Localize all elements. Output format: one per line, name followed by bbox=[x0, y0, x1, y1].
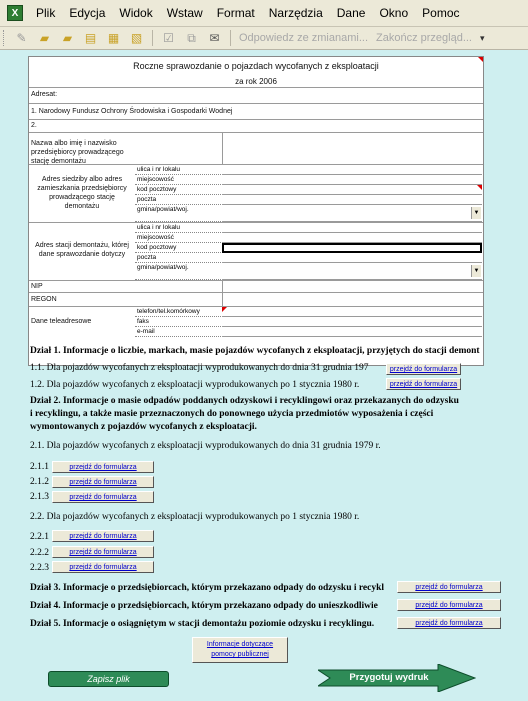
adresat-label: Adresat: bbox=[31, 91, 58, 98]
seat-postcode-input[interactable] bbox=[222, 185, 482, 195]
goto-form-button-3[interactable]: przejdź do formularza bbox=[397, 581, 501, 593]
station-postcode-input[interactable] bbox=[222, 243, 482, 253]
section-2-2-text: 2.2. Dla pojazdów wycofanych z eksploatacji wyprodukowanych po 1 stycznia 1980 r. bbox=[30, 512, 360, 522]
seat-city-label: miejscowość bbox=[135, 175, 221, 185]
form-year: za rok 2006 bbox=[235, 77, 277, 86]
seat-row bbox=[29, 165, 483, 223]
menu-pomoc[interactable]: Pomoc bbox=[422, 6, 460, 20]
toolbar-separator bbox=[230, 30, 231, 46]
menu-edycja[interactable]: Edycja bbox=[69, 6, 106, 20]
nip-label: NIP bbox=[31, 283, 43, 290]
email-input[interactable] bbox=[222, 327, 482, 337]
goto-form-button-2-2-3[interactable]: przejdź do formularza bbox=[52, 561, 154, 573]
name-input[interactable] bbox=[222, 133, 482, 164]
phone-label: telefon/tel.komórkowy bbox=[135, 307, 221, 317]
station-post-office-label: poczta bbox=[135, 253, 221, 263]
menu-plik[interactable]: Plik bbox=[36, 6, 56, 20]
fax-input[interactable] bbox=[222, 317, 482, 327]
goto-form-button-2-2-2[interactable]: przejdź do formularza bbox=[52, 546, 154, 558]
regon-row bbox=[29, 293, 483, 307]
nip-row bbox=[29, 281, 483, 293]
section-2-title-line2: i recyklingu, a także masie przeznaczonych do ponownego użycia przedmiotów wyposażenia i części bbox=[30, 409, 434, 419]
adresat-2: 2. bbox=[31, 122, 37, 129]
title-row bbox=[29, 57, 483, 88]
station-label: Adres stacji demontażu, której dane sprawozdanie dotyczy bbox=[35, 242, 129, 258]
info-button-line1: Informacje dotyczące bbox=[206, 641, 274, 648]
section-2-2-3-label: 2.2.3 bbox=[30, 563, 49, 573]
section-2-title-line3: wymontowanych z pojazdów wycofanych z eksploatacji. bbox=[30, 422, 257, 432]
goto-form-button-2-1-2[interactable]: przejdź do formularza bbox=[52, 476, 154, 488]
toolbar-separator bbox=[152, 30, 153, 46]
regon-input[interactable] bbox=[222, 293, 482, 306]
station-city-label: miejscowość bbox=[135, 233, 221, 243]
edit-comment-icon[interactable]: ▤ bbox=[84, 31, 97, 45]
section-4-text: Dział 4. Informacje o przedsiębiorcach, którym przekazano odpady do unieszkodliwie bbox=[30, 601, 378, 611]
section-2-1-2-label: 2.1.2 bbox=[30, 477, 49, 487]
info-button-line2: pomocy publicznej bbox=[211, 651, 269, 658]
prepare-print-button[interactable] bbox=[318, 664, 476, 692]
phone-input[interactable] bbox=[222, 307, 482, 317]
station-street-input[interactable] bbox=[222, 223, 482, 233]
contact-row bbox=[29, 307, 483, 337]
seat-label: Adres siedziby albo adres zamieszkania przedsiębiorcy prowadzącego stację demontażu bbox=[37, 176, 127, 210]
track-changes-icon[interactable]: ✎ bbox=[16, 31, 27, 45]
section-5-text: Dział 5. Informacje o osiągniętym w stacji demontażu poziomie odzysku i recyklingu. bbox=[30, 619, 375, 629]
adresat-1: 1. Narodowy Fundusz Ochrony Środowiska i Gospodarki Wodnej bbox=[31, 108, 233, 115]
section-1-2-text: 1.2. Dla pojazdów wycofanych z eksploatacji wyprodukowanych po 1 stycznia 1980 r. bbox=[30, 380, 360, 390]
seat-post-office-input[interactable] bbox=[222, 195, 482, 205]
adresat-1-row bbox=[29, 104, 483, 120]
adresat-2-row bbox=[29, 120, 483, 133]
menu-bar bbox=[0, 0, 528, 27]
station-postcode-label: kod pocztowy bbox=[135, 243, 221, 253]
section-2-1-text: 2.1. Dla pojazdów wycofanych z eksploatacji wyprodukowanych do dnia 31 grudnia 1979 r. bbox=[30, 441, 381, 451]
goto-form-button-5[interactable]: przejdź do formularza bbox=[397, 617, 501, 629]
chevron-down-icon[interactable]: ▼ bbox=[471, 265, 481, 277]
form-title: Roczne sprawozdanie o pojazdach wycofanych z eksploatacji bbox=[133, 61, 379, 71]
reply-with-changes-button[interactable]: Odpowiedz ze zmianami... bbox=[239, 32, 368, 44]
section-2-2-1-label: 2.2.1 bbox=[30, 532, 49, 542]
station-region-label: gmina/powiat/woj. bbox=[135, 263, 221, 280]
menu-dane[interactable]: Dane bbox=[336, 6, 366, 20]
adresat-row bbox=[29, 88, 483, 104]
goto-form-button-4[interactable]: przejdź do formularza bbox=[397, 599, 501, 611]
show-comments-icon[interactable]: ▦ bbox=[107, 31, 120, 45]
fax-label: faks bbox=[135, 317, 221, 327]
goto-form-button-2-1-1[interactable]: przejdź do formularza bbox=[52, 461, 154, 473]
chevron-down-icon[interactable]: ▼ bbox=[471, 207, 481, 219]
section-2-2-2-label: 2.2.2 bbox=[30, 548, 49, 558]
seat-street-input[interactable] bbox=[222, 165, 482, 175]
menu-narzedzia[interactable]: Narzędzia bbox=[268, 6, 323, 20]
toolbar-grip[interactable] bbox=[3, 30, 7, 46]
email-label: e-mail bbox=[135, 327, 221, 337]
form-sheet bbox=[28, 56, 484, 366]
section-1-title: Dział 1. Informacje o liczbie, markach, masie pojazdów wycofanych z eksploatacji, przyjętych do stacji demont bbox=[30, 346, 480, 356]
folder-next-icon[interactable]: ▰ bbox=[62, 31, 73, 45]
section-3-text: Dział 3. Informacje o przedsiębiorcach, którym przekazano odpady do odzysku i recykl bbox=[30, 583, 385, 593]
goto-form-button-1-2[interactable]: przejdź do formularza bbox=[386, 378, 461, 390]
station-street-label: ulica i nr lokalu bbox=[135, 223, 221, 233]
menu-okno[interactable]: Okno bbox=[379, 6, 409, 20]
folder-up-icon[interactable]: ▰ bbox=[39, 31, 50, 45]
toolbar-options-icon[interactable]: ▾ bbox=[480, 32, 485, 43]
menu-widok[interactable]: Widok bbox=[119, 6, 153, 20]
goto-form-button-2-2-1[interactable]: przejdź do formularza bbox=[52, 530, 154, 542]
section-2-1-3-label: 2.1.3 bbox=[30, 492, 49, 502]
delete-comment-icon[interactable]: ▧ bbox=[130, 31, 143, 45]
seat-post-office-label: poczta bbox=[135, 195, 221, 205]
comment-indicator bbox=[222, 307, 227, 312]
station-city-input[interactable] bbox=[222, 233, 482, 243]
seat-city-input[interactable] bbox=[222, 175, 482, 185]
station-row bbox=[29, 223, 483, 281]
mail-recipient-icon[interactable]: ✉ bbox=[209, 31, 220, 45]
excel-app-icon[interactable]: X bbox=[7, 5, 23, 21]
station-post-office-input[interactable] bbox=[222, 253, 482, 263]
menu-format[interactable]: Format bbox=[216, 6, 255, 20]
comment-indicator bbox=[477, 185, 482, 190]
station-region-select[interactable] bbox=[222, 263, 482, 280]
regon-label: REGON bbox=[31, 296, 57, 303]
seat-region-label: gmina/powiat/woj. bbox=[135, 205, 221, 222]
public-aid-info-button[interactable] bbox=[192, 637, 288, 663]
seat-street-label: ulica i nr lokalu bbox=[135, 165, 221, 175]
section-2-title-line1: Dział 2. Informacje o masie odpadów poddanych odzyskowi i recyklingowi oraz przekazanych do odzysku bbox=[30, 396, 459, 406]
seat-postcode-label: kod pocztowy bbox=[135, 185, 221, 195]
section-2-1-1-label: 2.1.1 bbox=[30, 462, 49, 472]
section-1-1-text: 1.1. Dla pojazdów wycofanych z eksploatacji wyprodukowanych do dnia 31 grudnia 197 bbox=[30, 363, 369, 373]
menu-wstaw[interactable]: Wstaw bbox=[166, 6, 203, 20]
reviewing-toolbar bbox=[0, 27, 528, 50]
goto-form-button-1-1[interactable]: przejdź do formularza bbox=[386, 363, 461, 375]
name-row bbox=[29, 133, 483, 165]
goto-form-button-2-1-3[interactable]: przejdź do formularza bbox=[52, 491, 154, 503]
prepare-print-label: Przygotuj wydruk bbox=[349, 672, 429, 683]
contact-label: Dane teleadresowe bbox=[31, 318, 92, 325]
name-label: Nazwa albo imię i nazwisko przedsiębiorcy prowadzącego stację demontażu bbox=[31, 140, 124, 165]
save-file-button[interactable]: Zapisz plik bbox=[48, 671, 169, 687]
comment-indicator bbox=[478, 57, 483, 62]
seat-region-select[interactable] bbox=[222, 205, 482, 222]
highlight-changes-icon[interactable]: ☑ bbox=[163, 31, 174, 45]
end-review-button[interactable]: Zakończ przegląd... bbox=[376, 32, 472, 44]
nip-input[interactable] bbox=[222, 281, 482, 292]
accept-changes-icon[interactable]: ⧉ bbox=[187, 30, 196, 45]
